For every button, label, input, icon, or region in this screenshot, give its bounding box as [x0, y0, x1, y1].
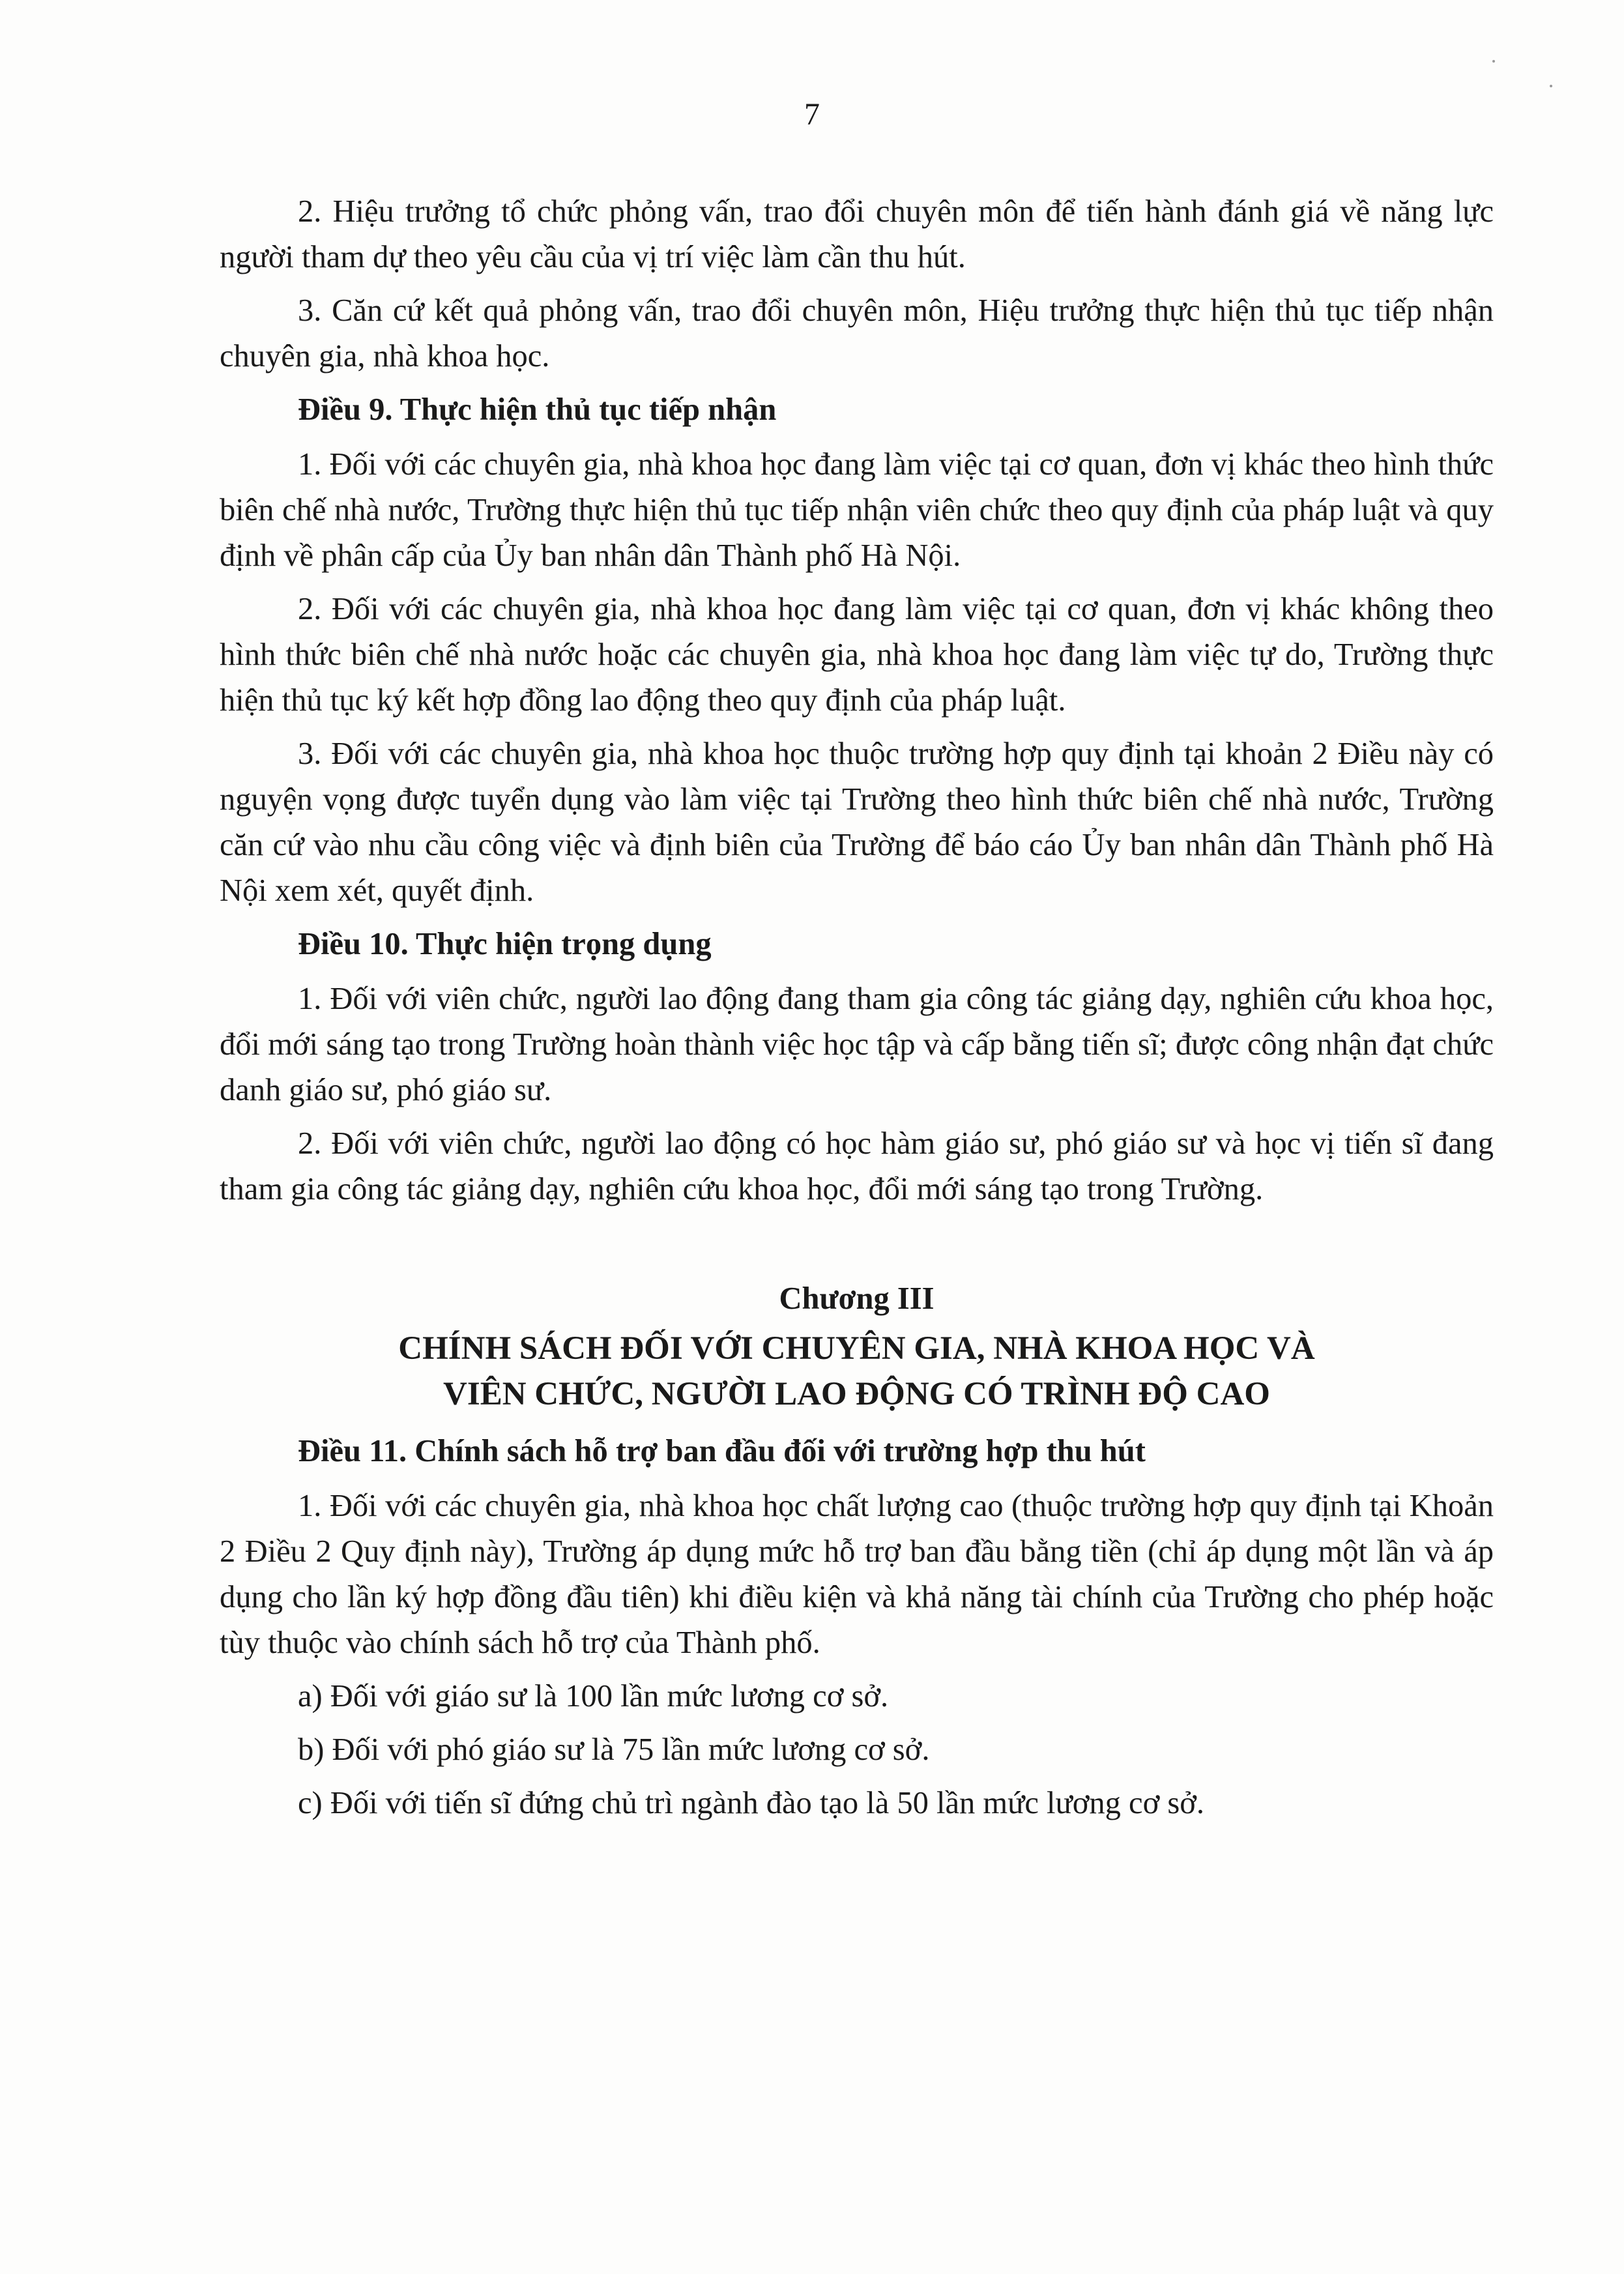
chapter-title [220, 1326, 1494, 1417]
paragraph: 1. Đối với viên chức, người lao động đang tham gia công tác giảng dạy, nghiên cứu khoa học, đổi mới sáng tạo trong Trường hoàn thành việc học tập và cấp bằng tiến sĩ; được công nhận đạt chức danh giáo sư, phó giáo sư. [220, 982, 1494, 1107]
page-number: 7 [804, 97, 820, 132]
article-heading: Điều 11. Chính sách hỗ trợ ban đầu đối với trường hợp thu hút [298, 1434, 1146, 1468]
paragraph: 2. Đối với viên chức, người lao động có học hàm giáo sư, phó giáo sư và học vị tiến sĩ đang tham gia công tác giảng dạy, nghiên cứu khoa học, đổi mới sáng tạo trong Trường. [220, 1126, 1494, 1206]
paragraph: 2. Đối với các chuyên gia, nhà khoa học đang làm việc tại cơ quan, đơn vị khác không theo hình thức biên chế nhà nước hoặc các chuyên gia, nhà khoa học đang làm việc tự do, Trường thực hiện thủ tục ký kết hợp đồng lao động theo quy định của pháp luật. [220, 592, 1494, 718]
section-article-11 [220, 1429, 1494, 1826]
article-heading: Điều 9. Thực hiện thủ tục tiếp nhận [298, 392, 777, 427]
section-articles-9-10 [220, 189, 1494, 1212]
paragraph: 3. Căn cứ kết quả phỏng vấn, trao đổi chuyên môn, Hiệu trưởng thực hiện thủ tục tiếp nhận chuyên gia, nhà khoa học. [220, 293, 1494, 373]
chapter-title-line: VIÊN CHỨC, NGƯỜI LAO ĐỘNG CÓ TRÌNH ĐỘ CAO [443, 1376, 1270, 1412]
paragraph: c) Đối với tiến sĩ đứng chủ trì ngành đào tạo là 50 lần mức lương cơ sở. [298, 1786, 1204, 1820]
paragraph: b) Đối với phó giáo sư là 75 lần mức lương cơ sở. [298, 1732, 930, 1767]
paragraph: a) Đối với giáo sư là 100 lần mức lương cơ sở. [298, 1679, 889, 1713]
chapter-label: Chương III [779, 1281, 935, 1316]
document-body [220, 189, 1494, 1834]
paragraph: 1. Đối với các chuyên gia, nhà khoa học chất lượng cao (thuộc trường hợp quy định tại Khoản 2 Điều 2 Quy định này), Trường áp dụng mức hỗ trợ ban đầu bằng tiền (chỉ áp dụng một lần và áp dụng cho lần ký hợp đồng đầu tiên) khi điều kiện và khả năng tài chính của Trường cho phép hoặc tùy thuộc vào chính sách hỗ trợ của Thành phố. [220, 1489, 1494, 1660]
chapter-title-line: CHÍNH SÁCH ĐỐI VỚI CHUYÊN GIA, NHÀ KHOA HỌC VÀ [398, 1330, 1315, 1367]
paragraph: 3. Đối với các chuyên gia, nhà khoa học thuộc trường hợp quy định tại khoản 2 Điều này có nguyện vọng được tuyển dụng vào làm việc tại Trường theo hình thức biên chế nhà nước, Trường căn cứ vào nhu cầu công việc và định biên của Trường để báo cáo Ủy ban nhân dân Thành phố Hà Nội xem xét, quyết định. [220, 736, 1494, 908]
scan-speck [1550, 85, 1552, 87]
scan-speck [1492, 60, 1495, 63]
article-heading: Điều 10. Thực hiện trọng dụng [298, 927, 712, 961]
paragraph: 1. Đối với các chuyên gia, nhà khoa học đang làm việc tại cơ quan, đơn vị khác theo hình thức biên chế nhà nước, Trường thực hiện thủ tục tiếp nhận viên chức theo quy định của pháp luật và quy định về phân cấp của Ủy ban nhân dân Thành phố Hà Nội. [220, 447, 1494, 573]
paragraph: 2. Hiệu trưởng tổ chức phỏng vấn, trao đổi chuyên môn để tiến hành đánh giá về năng lực người tham dự theo yêu cầu của vị trí việc làm cần thu hút. [220, 194, 1494, 274]
